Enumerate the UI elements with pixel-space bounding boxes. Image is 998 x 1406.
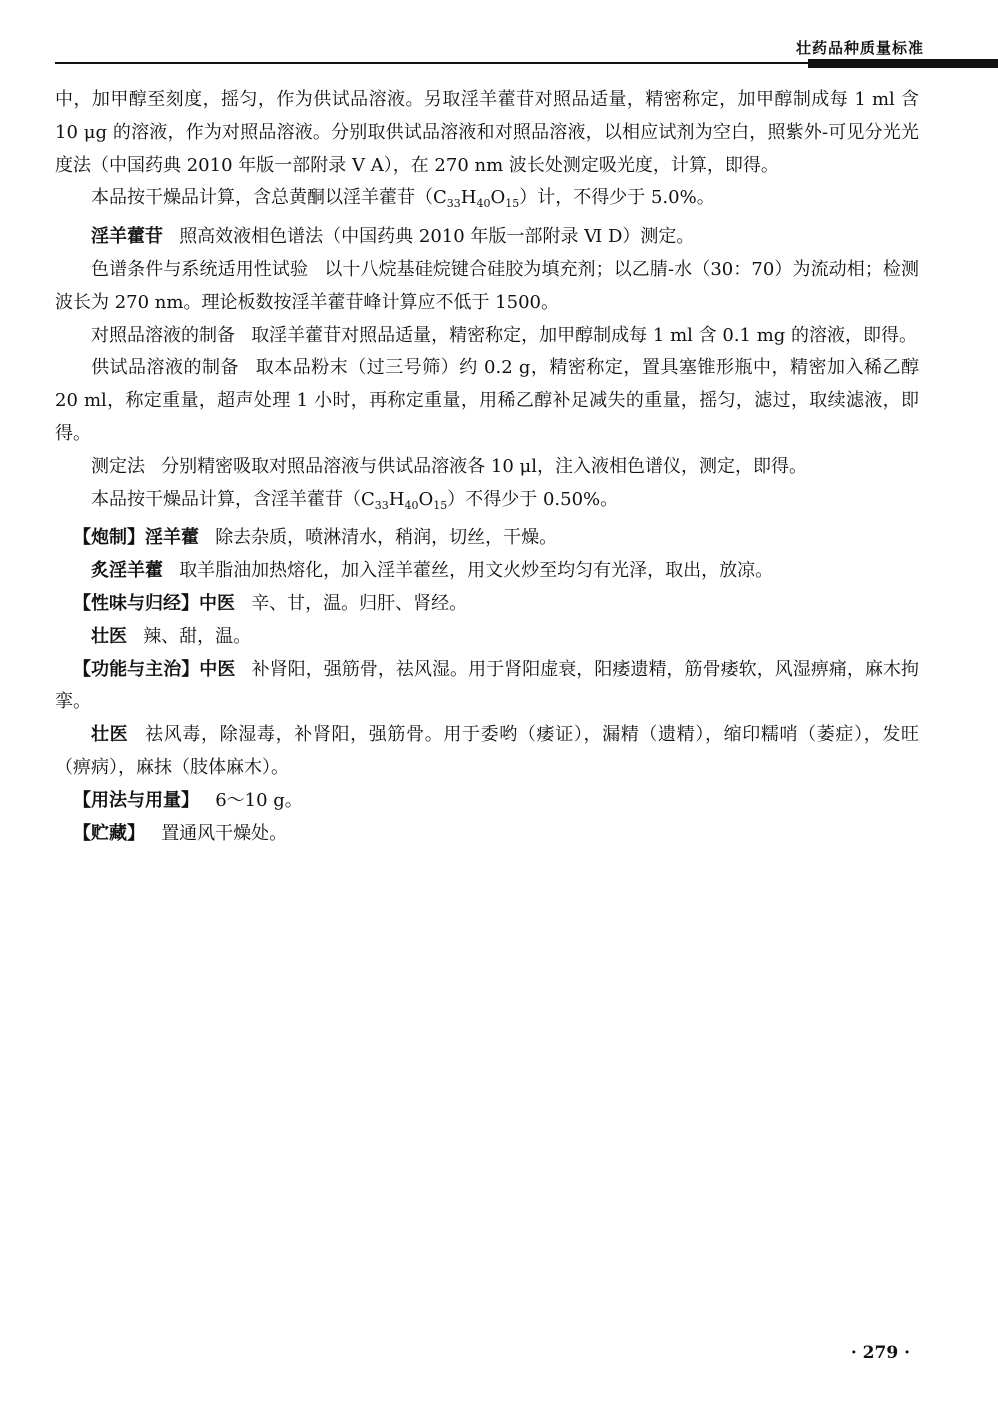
text: 本品按干燥品计算，含淫羊藿苷（C [91,488,375,510]
subscript: 15 [433,498,448,512]
text: 除去杂质，喷淋清水，稍润，切丝，干燥。 [215,527,558,549]
section-heading: 壮医 [91,625,127,647]
paragraph-storage [55,818,919,851]
paragraph-processing-roasted [55,555,919,588]
text: 照高效液相色谱法（中国药典 2010 年版一部附录 Ⅵ D）测定。 [179,226,695,248]
text: H [388,488,405,510]
section-heading: 中医 [199,658,236,680]
page-number: · 279 · [850,1343,910,1363]
section-heading: 炙淫羊藿 [91,560,163,582]
subsection-heading: 对照品溶液的制备 [91,324,235,346]
paragraph-procedure [55,451,919,484]
text: 取本品粉末（过三号筛）约 0.2 g，精密称定，置具塞锥形瓶中，精密加入稀乙醇 20 ml，称定重量，超声处理 1 小时，再称定重量，用稀乙醇补足减失的重量，摇匀，滤过，取续滤液，即得。 [55,357,920,444]
body-text [55,84,919,850]
subscript: 40 [476,197,491,211]
section-label: 【贮藏】 [73,822,145,844]
paragraph-chromatographic-conditions [55,254,919,320]
text: 取羊脂油加热熔化，加入淫羊藿丝，用文火炒至均匀有光泽，取出，放凉。 [179,560,774,582]
section-heading: 淫羊藿 [145,527,199,549]
subscript: 40 [404,498,419,512]
subscript: 33 [374,498,389,512]
paragraph-assay-method-continued: 中，加甲醇至刻度，摇匀，作为供试品溶液。另取淫羊藿苷对照品适量，精密称定，加甲醇制成每 1 ml 含 10 μg 的溶液，作为对照品溶液。分别取供试品溶液和对照品溶液，以相应试剂为空白，照紫外-可见分光光度法（中国药典 2010 年版一部附录 Ⅴ A），在 270 nm 波长处测定吸光度，计算，即得。 [55,89,919,176]
text: 以十八烷基硅烷键合硅胶为填充剂；以乙腈-水（30：70）为流动相；检测波长为 270 nm。理论板数按淫羊藿苷峰计算应不低于 1500。 [55,258,919,313]
section-label: 【炮制】 [73,527,145,549]
section-heading: 淫羊藿苷 [91,226,163,248]
subsection-heading: 供试品溶液的制备 [91,357,240,379]
text: ）不得少于 0.50%。 [447,488,619,510]
paragraph-total-flavonoid-limit [55,182,919,221]
paragraph-test-solution [55,352,919,450]
text: 6～10 g。 [215,789,303,811]
paragraph-functions-zhuang [55,719,919,785]
text: 分别精密吸取对照品溶液与供试品溶液各 10 μl，注入液相色谱仪，测定，即得。 [161,455,807,477]
text: 祛风毒，除湿毒，补肾阳，强筋骨。用于委哟（痿证），漏精（遗精），缩印糯哨（萎症），发旺（痹病），麻抹（肢体麻木）。 [55,724,919,778]
paragraph-functions-tcm [55,654,919,720]
running-header-title: 壮药品种质量标准 [795,39,924,57]
paragraph-icariin-method [55,221,919,254]
paragraph-reference-solution [55,320,919,353]
subscript: 33 [446,197,461,211]
subsection-heading: 测定法 [91,455,145,477]
header-bar [808,59,998,68]
paragraph-dosage [55,785,919,818]
paragraph-property-meridian [55,588,919,621]
text: H [460,187,477,209]
text: 本品按干燥品计算，含总黄酮以淫羊藿苷（C [91,187,447,209]
paragraph-property-zhuang [55,621,919,654]
text: 补肾阳，强筋骨，祛风湿。用于肾阳虚衰，阳痿遗精，筋骨痿软，风湿痹痛，麻木拘挛。 [55,658,920,713]
subsection-heading: 色谱条件与系统适用性试验 [91,258,309,280]
text: 辣、甜，温。 [143,625,252,647]
text: O [490,187,506,209]
text: ）计，不得少于 5.0%。 [519,187,715,209]
text: 置通风干燥处。 [161,822,288,844]
subscript: 15 [505,197,520,211]
section-label: 【性味与归经】 [73,592,199,614]
paragraph-icariin-limit [55,484,919,523]
text: 取淫羊藿苷对照品适量，精密称定，加甲醇制成每 1 ml 含 0.1 mg 的溶液，即得。 [251,324,918,346]
section-label: 【用法与用量】 [73,789,199,811]
text: 辛、甘，温。归肝、肾经。 [251,592,468,614]
paragraph-processing [55,522,919,555]
section-heading: 中医 [199,592,235,614]
text: O [418,488,434,510]
section-label: 【功能与主治】 [73,658,200,680]
section-heading: 壮医 [91,724,129,746]
